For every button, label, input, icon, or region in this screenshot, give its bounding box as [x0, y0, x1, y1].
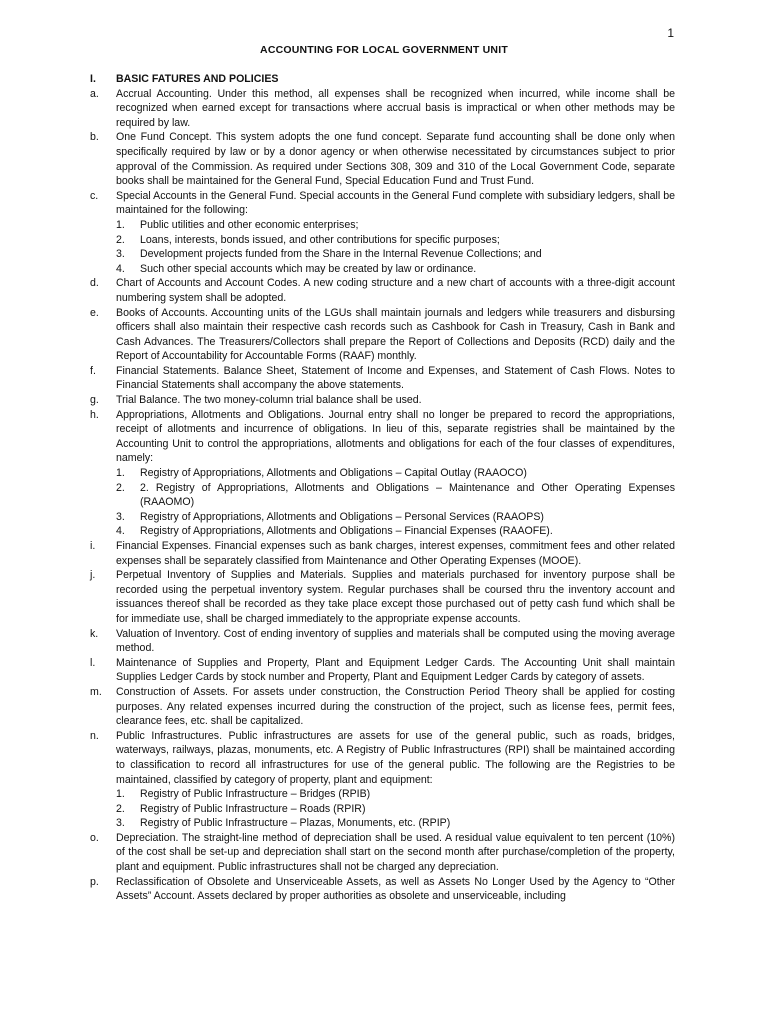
item-body: [116, 831, 675, 875]
policy-item: [90, 408, 675, 539]
item-body: [116, 729, 675, 831]
sub-item-text: Loans, interests, bonds issued, and other contributions for specific purposes;: [140, 233, 500, 246]
sub-item-text: Registry of Public Infrastructure – Bridges (RPIB): [140, 788, 371, 801]
item-letter: p.: [90, 875, 99, 888]
policy-item: [90, 539, 675, 568]
sub-item-number: 2.: [116, 233, 125, 246]
item-letter: a.: [90, 87, 99, 100]
sub-item: [116, 816, 675, 831]
sub-item-text: 2. Registry of Appropriations, Allotments and Obligations – Maintenance and Other Operating Expenses (RAAOMO): [140, 481, 675, 509]
item-body: [116, 87, 675, 131]
policy-item: [90, 627, 675, 656]
policy-item: [90, 568, 675, 626]
policy-item: [90, 831, 675, 875]
sub-item: [116, 262, 675, 277]
sub-item-number: 2.: [116, 481, 125, 494]
sub-item-text: Registry of Public Infrastructure – Roads (RPIR): [140, 802, 366, 815]
sub-item-number: 4.: [116, 262, 125, 275]
page-number: 1: [667, 26, 674, 40]
sub-item-number: 3.: [116, 248, 125, 261]
item-letter: m.: [90, 685, 102, 698]
item-body: [116, 627, 675, 656]
item-body: [116, 130, 675, 188]
sub-item-text: Registry of Appropriations, Allotments and Obligations – Personal Services (RAAOPS): [140, 510, 544, 523]
item-text: Maintenance of Supplies and Property, Plant and Equipment Ledger Cards. The Accounting Unit shall maintain Supplies Ledger Cards by stock number and Property, Plant and Equipment Ledger Cards by category of assets.: [116, 656, 675, 684]
item-letter: i.: [90, 540, 96, 552]
policy-item: [90, 685, 675, 729]
sub-item-text: Registry of Appropriations, Allotments and Obligations – Financial Expenses (RAAOFE).: [140, 525, 553, 538]
sub-item: [116, 510, 675, 525]
policy-item: [90, 130, 675, 188]
item-text: Chart of Accounts and Account Codes. A new coding structure and a new chart of accounts with a three-digit account numbering system shall be adopted.: [116, 277, 675, 304]
sub-item: [116, 787, 675, 802]
item-text: One Fund Concept. This system adopts the one fund concept. Separate fund accounting shall be done only when specifically required by law or by a donor agency or when otherwise necessitated by circumstances subject to prior approval of the Commission. As required under Sections 308, 309 and 310 of the Local Government Code, separate books shall be maintained for the General Fund, Special Education Fund and Trust Fund.: [116, 131, 675, 188]
item-body: [116, 568, 675, 626]
item-body: [116, 656, 675, 685]
policy-item: [90, 656, 675, 685]
item-body: [116, 306, 675, 364]
item-text: Accrual Accounting. Under this method, all expenses shall be recognized when incurred, while income shall be recognized when earned except for transactions where accrual basis is impractical or when other methods may be required by law.: [116, 87, 675, 129]
sub-item-text: Public utilities and other economic enterprises;: [140, 218, 359, 231]
policy-item: [90, 875, 675, 904]
sub-item-number: 3.: [116, 510, 125, 523]
item-body: [116, 189, 675, 277]
item-letter: c.: [90, 189, 99, 202]
item-text: Reclassification of Obsolete and Unserviceable Assets, as well as Assets No Longer Used by the Agency to “Other Assets” Account. Assets declared by proper authorities as obsolete and unserviceable, including: [116, 875, 675, 903]
item-letter: j.: [90, 569, 96, 582]
item-letter: e.: [90, 306, 99, 319]
section-number: I.: [90, 73, 96, 85]
item-text: Valuation of Inventory. Cost of ending inventory of supplies and materials shall be computed using the moving average method.: [116, 627, 675, 655]
policy-item: [90, 306, 675, 364]
item-body: [116, 393, 675, 408]
item-text: Books of Accounts. Accounting units of the LGUs shall maintain journals and ledgers while treasurers and disbursing officers shall also maintain their respective cash records such as Cashbook for Cash in Treasury, Cash in Bank and Cash Advances. The Treasurers/Collectors shall prepare the Report of Collections and Deposits (RCD) daily and the Report of Accountability for Accountable Forms (RAAF) monthly.: [116, 306, 675, 363]
item-text: Trial Balance. The two money-column trial balance shall be used.: [116, 394, 422, 407]
sub-item: [116, 466, 675, 481]
item-letter: h.: [90, 408, 99, 421]
item-body: [116, 364, 675, 393]
policy-item: [90, 729, 675, 831]
sub-item: [116, 233, 675, 248]
item-body: [116, 875, 675, 904]
policy-item: [90, 189, 675, 277]
document-title: ACCOUNTING FOR LOCAL GOVERNMENT UNIT: [260, 44, 508, 56]
sub-item-text: Registry of Appropriations, Allotments and Obligations – Capital Outlay (RAAOCO): [140, 467, 527, 480]
item-text: Public Infrastructures. Public infrastructures are assets for use of the general public, such as roads, bridges, waterways, railways, plazas, monuments, etc. A Registry of Public Infrastructures (RPI) shall be maintained according to classification to record all infrastructures for use of the general public. The following are the Registries to be maintained, classified by category of property, plant and equipment:: [116, 729, 675, 786]
sub-item-text: Such other special accounts which may be created by law or ordinance.: [140, 262, 477, 275]
policy-item: [90, 364, 675, 393]
policy-item: [90, 87, 675, 131]
item-text: Financial Statements. Balance Sheet, Statement of Income and Expenses, and Statement of Cash Flows. Notes to Financial Statements shall accompany the above statements.: [116, 364, 675, 392]
sub-item: [116, 802, 675, 817]
section-heading: [90, 72, 675, 87]
sub-item: [116, 524, 675, 539]
policy-item: [90, 276, 675, 305]
item-text: Special Accounts in the General Fund. Special accounts in the General Fund complete with subsidiary ledgers, shall be maintained for the following:: [116, 189, 675, 217]
policy-list: [90, 87, 675, 904]
item-text: Financial Expenses. Financial expenses such as bank charges, interest expenses, commitment fees and other related expenses shall be separately classified from Maintenance and Other Operating Expenses (MOOE).: [116, 540, 675, 567]
item-letter: f.: [90, 364, 96, 377]
sub-item-number: 1.: [116, 788, 125, 801]
item-letter: n.: [90, 729, 99, 742]
sub-item-text: Development projects funded from the Share in the Internal Revenue Collections; and: [140, 248, 542, 261]
sub-item: [116, 481, 675, 510]
sub-item-number: 4.: [116, 525, 125, 538]
sub-item: [116, 247, 675, 262]
item-body: [116, 408, 675, 539]
item-letter: o.: [90, 831, 99, 844]
document-body: [90, 72, 675, 904]
item-body: [116, 685, 675, 729]
section-title: BASIC FATURES AND POLICIES: [116, 73, 279, 85]
sub-item-number: 2.: [116, 802, 125, 815]
item-body: [116, 539, 675, 568]
sub-item-number: 1.: [116, 467, 125, 480]
item-body: [116, 276, 675, 305]
item-text: Depreciation. The straight-line method of depreciation shall be used. A residual value equivalent to ten percent (10%) of the cost shall be set-up and depreciation shall start on the second month after purchase/completion of the property, plant and equipment. Public infrastructures shall not be charged any depreciation.: [116, 831, 675, 874]
item-text: Appropriations, Allotments and Obligations. Journal entry shall no longer be prepared to record the appropriations, receipt of allotments and incurrence of obligations. In lieu of this, separate registries shall be maintained by the Accounting Unit to control the appropriations, allotments and obligations for each of the four classes of expenditures, namely:: [116, 408, 675, 465]
item-letter: b.: [90, 131, 99, 144]
sub-item-text: Registry of Public Infrastructure – Plazas, Monuments, etc. (RPIP): [140, 817, 451, 830]
item-text: Perpetual Inventory of Supplies and Materials. Supplies and materials purchased for inventory purpose shall be recorded using the perpetual inventory system. Regular purchases shall be coursed thru the inventory account and issuances thereof shall be recorded as they take place except those purchased out of petty cash fund which shall be for immediate use, shall be charged immediately to the appropriate expense accounts.: [116, 569, 675, 625]
item-letter: g.: [90, 394, 99, 407]
item-text: Construction of Assets. For assets under construction, the Construction Period Theory shall be applied for costing purposes. Any related expenses incurred during the construction of the project, such as license fees, permit fees, clearance fees, etc. shall be capitalized.: [116, 685, 675, 728]
item-letter: l.: [90, 656, 96, 669]
item-letter: d.: [90, 277, 99, 290]
item-letter: k.: [90, 627, 99, 640]
sub-item-number: 1.: [116, 218, 125, 231]
policy-item: [90, 393, 675, 408]
sub-item: [116, 218, 675, 233]
sub-item-number: 3.: [116, 817, 125, 830]
